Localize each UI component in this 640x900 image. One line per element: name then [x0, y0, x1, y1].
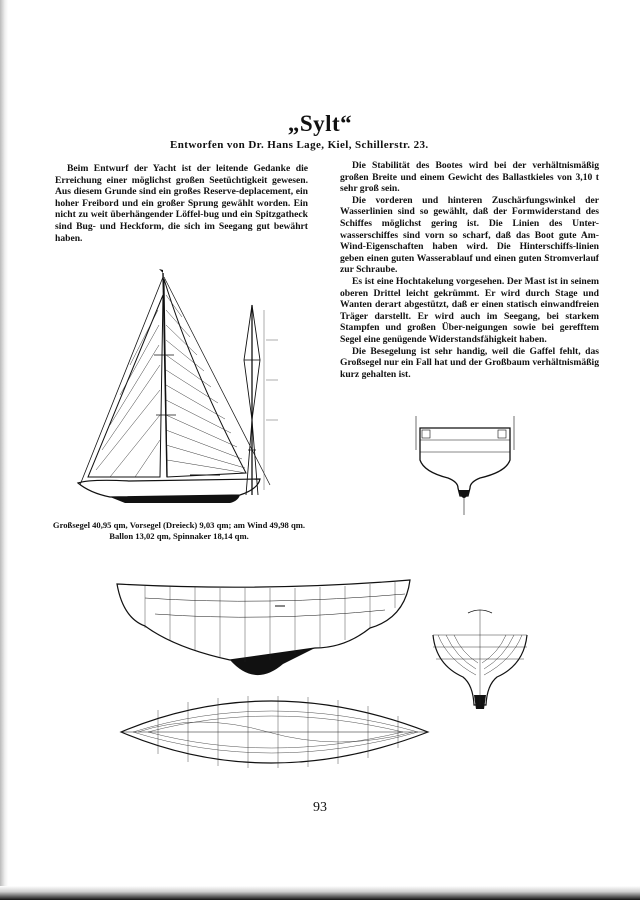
right-paragraph: Die Besegelung ist sehr handig, weil die Gaffel fehlt, das Großsegel nur ein Fall hat und der Großbaum verhältnismäßig kurz gehalten ist. [340, 345, 599, 380]
page-number: 93 [313, 800, 327, 815]
half-breadth-plan-drawing [118, 690, 433, 775]
scan-bottom-edge [0, 886, 640, 900]
right-paragraph: Die Stabilität des Bootes wird bei der verhältnismäßig großen Breite und einem Gewicht des Ballastkieles von 3,10 t sehr groß sein. [340, 160, 599, 195]
hull-profile-drawing [115, 578, 415, 690]
body-plan-drawing [428, 605, 533, 715]
left-column [55, 163, 308, 244]
mast-detail-drawing [238, 300, 288, 500]
page-title: „Sylt“ [287, 111, 353, 136]
right-paragraph: Es ist eine Hochtakelung vorgesehen. Der Mast ist in seinem oberen Drittel leicht gekrümmt. Er wird durch Stage und Wanten derart abgestützt, daß er einen statisch einwandfreien Träger darstellt. Er wird auch im Seegang, bei starkem Stampfen und großen Über-neigungen sowie bei gerefftem Segel eine genügende Widerstandsfähigkeit haben. [340, 275, 599, 345]
caption-line: Großsegel 40,95 qm, Vorsegel (Dreieck) 9,03 qm; am Wind 49,98 qm. [52, 520, 306, 530]
left-paragraph: Beim Entwurf der Yacht ist der leitende Gedanke die Erreichung einer möglichst großen Seetüchtigkeit gewesen. Aus diesem Grunde sind ein großes Reserve-deplacement, ein hoher Freibord und ein großer Sprung gewählt worden. Ein nicht zu weit überhängender Löffel-bug und ein Spitzgatheck sind Bug- und Heckform, die sich im Seegang gut bewährt haben. [55, 163, 308, 244]
midship-section-drawing [410, 410, 520, 520]
figure-caption [49, 520, 309, 541]
right-column [340, 160, 599, 380]
byline: Entworfen von Dr. Hans Lage, Kiel, Schillerstr. 23. [170, 139, 429, 151]
right-paragraph: Die vorderen und hinteren Zuschärfungswinkel der Wasserlinien sind so gewählt, daß der Formwiderstand des Schiffes möglichst gering ist. Die Linien des Unter-wasserschiffes sind vorn so scharf, daß das Boot gute Am-Wind-Eigenschaften haben wird. Die Hinterschiffs-linien geben einen guten Wasserablauf und einen guten Stromverlauf zur Schraube. [340, 194, 599, 276]
caption-line: Ballon 13,02 qm, Spinnaker 18,14 qm. [109, 530, 249, 541]
